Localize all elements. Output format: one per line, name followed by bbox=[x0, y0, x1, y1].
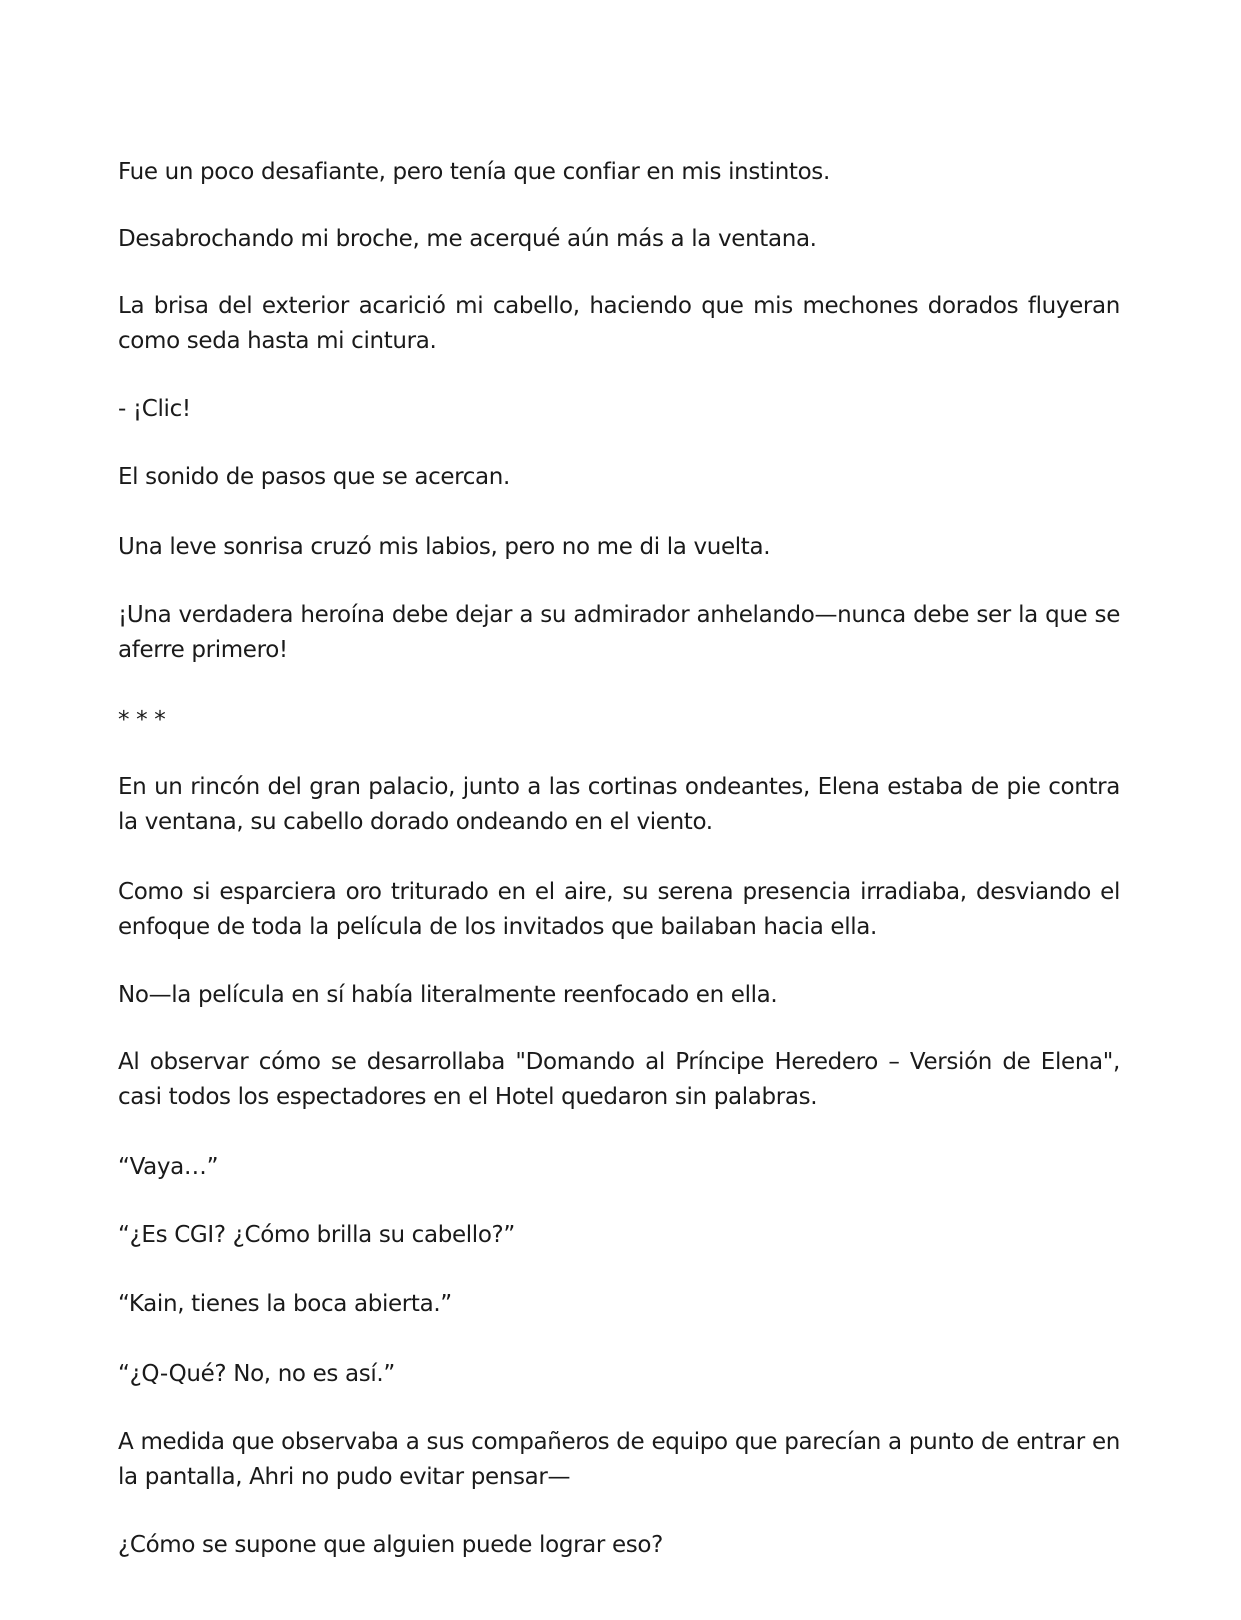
paragraph: Fue un poco desafiante, pero tenía que confiar en mis instintos. bbox=[118, 159, 830, 185]
paragraph: Desabrochando mi broche, me acerqué aún más a la ventana. bbox=[118, 226, 817, 252]
dialogue-line: “¿Es CGI? ¿Cómo brilla su cabello?” bbox=[118, 1222, 515, 1248]
dialogue-line: “Kain, tienes la boca abierta.” bbox=[118, 1291, 452, 1317]
paragraph: A medida que observaba a sus compañeros de equipo que parecían a punto de entrar en la pantalla, Ahri no pudo evitar pensar— bbox=[118, 1429, 1120, 1490]
dialogue-line: “¿Q-Qué? No, no es así.” bbox=[118, 1361, 395, 1387]
paragraph: La brisa del exterior acarició mi cabello, haciendo que mis mechones dorados fluyeran como seda hasta mi cintura. bbox=[118, 293, 1120, 354]
paragraph: No—la película en sí había literalmente reenfocado en ella. bbox=[118, 982, 778, 1008]
paragraph: Como si esparciera oro triturado en el aire, su serena presencia irradiaba, desviando el enfoque de toda la película de los invitados que bailaban hacia ella. bbox=[118, 879, 1120, 940]
paragraph: En un rincón del gran palacio, junto a las cortinas ondeantes, Elena estaba de pie contra la ventana, su cabello dorado ondeando en el viento. bbox=[118, 774, 1120, 835]
scene-break: * * * bbox=[118, 707, 166, 733]
paragraph: El sonido de pasos que se acercan. bbox=[118, 464, 510, 490]
paragraph: - ¡Clic! bbox=[118, 396, 191, 422]
paragraph: ¡Una verdadera heroína debe dejar a su admirador anhelando—nunca debe ser la que se aferre primero! bbox=[118, 602, 1120, 663]
dialogue-line: “Vaya…” bbox=[118, 1154, 219, 1180]
paragraph: ¿Cómo se supone que alguien puede lograr eso? bbox=[118, 1532, 663, 1558]
paragraph: Al observar cómo se desarrollaba "Domando al Príncipe Heredero – Versión de Elena", casi todos los espectadores en el Hotel quedaron sin palabras. bbox=[118, 1049, 1120, 1110]
paragraph: Una leve sonrisa cruzó mis labios, pero no me di la vuelta. bbox=[118, 534, 771, 560]
